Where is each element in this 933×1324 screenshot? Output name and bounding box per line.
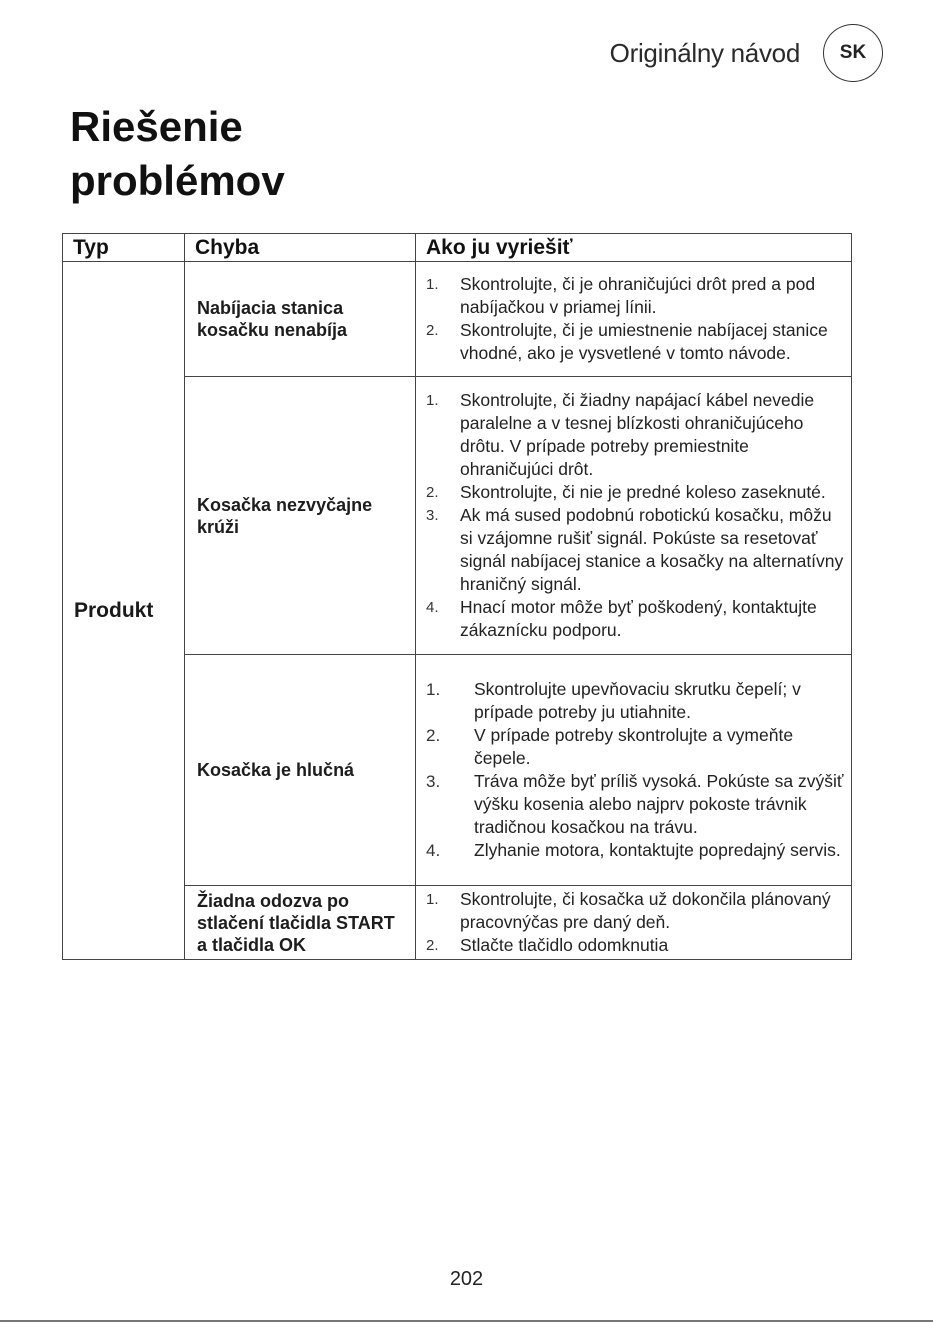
step-text: Skontrolujte upevňovaciu skrutku čepelí; v prípade potreby ju utiahnite.: [474, 679, 801, 722]
solution-list: [426, 678, 845, 862]
solution-step: [426, 273, 845, 319]
solution-cell: [416, 655, 852, 886]
error-cell: Žiadna odozva po stlačení tlačidla START a tlačidla OK: [185, 886, 416, 960]
solution-list: [426, 273, 845, 365]
step-number: 1.: [426, 891, 439, 908]
step-text: Skontrolujte, či žiadny napájací kábel nevedie paralelne a v tesnej blízkosti ohraničujúceho drôtu. V prípade potreby premiestnite ohraničujúci drôt.: [460, 390, 815, 479]
solution-step: [426, 481, 845, 504]
solution-cell: [416, 262, 852, 377]
error-cell: Kosačka je hlučná: [185, 655, 416, 886]
step-text: Skontrolujte, či je umiestnenie nabíjacej stanice vhodné, ako je vysvetlené v tomto návode.: [460, 320, 828, 363]
step-number: 1.: [426, 392, 439, 409]
type-cell: Produkt: [63, 262, 185, 960]
column-header-type: Typ: [63, 234, 185, 262]
troubleshooting-table: [62, 233, 852, 960]
language-badge: SK: [823, 24, 883, 82]
solution-step: [426, 888, 845, 934]
solution-step: [426, 596, 845, 642]
solution-step: [426, 934, 845, 957]
solution-step: [426, 319, 845, 365]
step-text: Skontrolujte, či kosačka už dokončila plánovaný pracovnýčas pre daný deň.: [460, 889, 831, 932]
step-text: Tráva môže byť príliš vysoká. Pokúste sa zvýšiť výšku kosenia alebo najprv pokoste trávnik tradičnou kosačkou na trávu.: [474, 771, 844, 837]
error-cell: Nabíjacia stanica kosačku nenabíja: [185, 262, 416, 377]
step-number: 2.: [426, 937, 439, 954]
error-cell: Kosačka nezvyčajne krúži: [185, 377, 416, 655]
page-number: 202: [449, 1268, 484, 1290]
step-number: 1.: [426, 276, 439, 293]
solution-step: [426, 770, 845, 839]
solution-step: [426, 678, 845, 724]
solution-list: [426, 888, 845, 957]
solution-cell: [416, 377, 852, 655]
column-header-solution: Ako ju vyriešiť: [416, 234, 852, 262]
solution-step: [426, 504, 845, 596]
page-title-line-2: problémov: [70, 157, 285, 204]
step-number: 3.: [426, 772, 441, 791]
solution-list: [426, 389, 845, 642]
step-text: Ak má sused podobnú robotickú kosačku, môžu si vzájomne rušiť signál. Pokúste sa resetovať signál nabíjacej stanice a kosačky na alternatívny hraničný signál.: [460, 505, 844, 594]
step-text: V prípade potreby skontrolujte a vymeňte čepele.: [474, 725, 794, 768]
step-number: 4.: [426, 841, 441, 860]
solution-step: [426, 724, 845, 770]
manual-label: Originálny návod: [609, 38, 800, 68]
table-header-row: [63, 234, 852, 262]
step-text: Stlačte tlačidlo odomknutia: [460, 935, 669, 955]
bottom-divider: [0, 1320, 933, 1322]
solution-step: [426, 839, 845, 862]
column-header-error: Chyba: [185, 234, 416, 262]
solution-step: [426, 389, 845, 481]
step-number: 2.: [426, 322, 439, 339]
step-number: 4.: [426, 599, 439, 616]
step-text: Skontrolujte, či nie je predné koleso zaseknuté.: [460, 482, 826, 502]
solution-cell: [416, 886, 852, 960]
table-row: [63, 262, 852, 377]
step-number: 3.: [426, 507, 439, 524]
step-number: 1.: [426, 680, 441, 699]
step-text: Skontrolujte, či je ohraničujúci drôt pred a pod nabíjačkou v priamej línii.: [460, 274, 816, 317]
step-text: Zlyhanie motora, kontaktujte popredajný servis.: [474, 840, 841, 860]
step-number: 2.: [426, 484, 439, 501]
page-title: [70, 100, 285, 208]
step-number: 2.: [426, 726, 441, 745]
step-text: Hnací motor môže byť poškodený, kontaktujte zákaznícku podporu.: [460, 597, 817, 640]
page-title-line-1: Riešenie: [70, 103, 243, 150]
